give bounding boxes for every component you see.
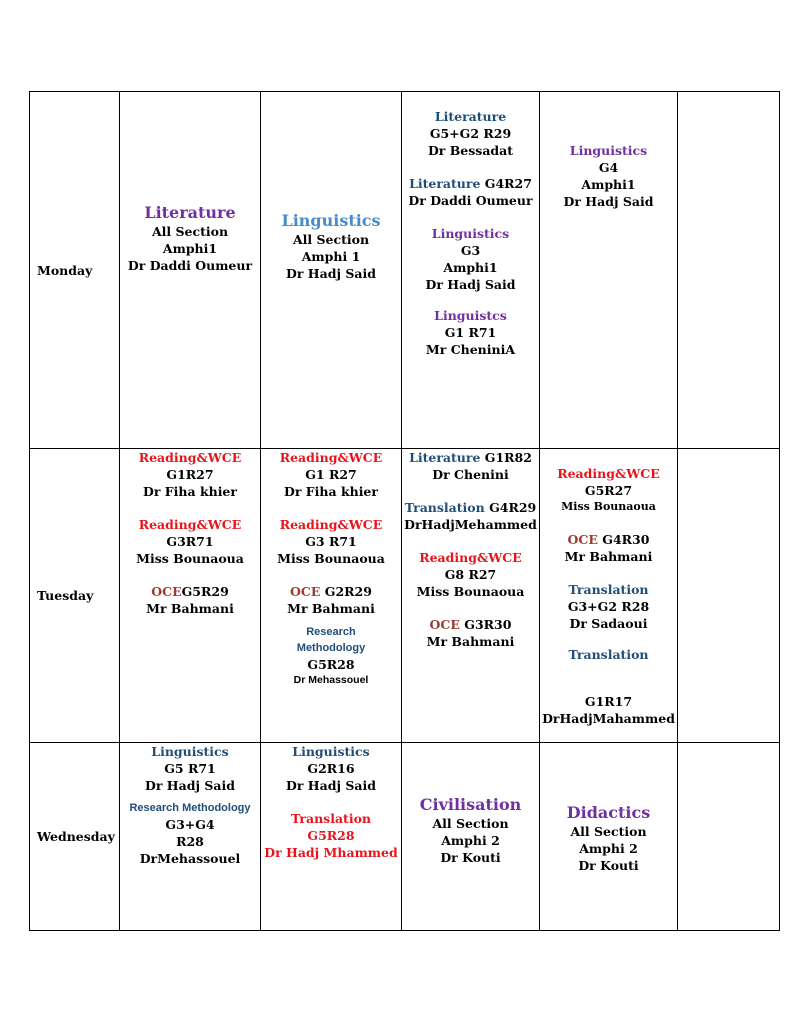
subject-label: Methodology bbox=[296, 642, 366, 654]
subject-label: Research Methodology bbox=[129, 802, 251, 814]
subject-label: Didactics bbox=[566, 803, 651, 822]
subject-label: Reading&WCE bbox=[138, 450, 242, 465]
subject-label: Linguistcs bbox=[434, 308, 507, 323]
session-block bbox=[261, 743, 401, 794]
teacher-label: Mr CheniniA bbox=[425, 342, 516, 357]
subject-label: Literature bbox=[144, 203, 236, 222]
teacher-label: Dr Mehassouel bbox=[293, 674, 369, 686]
subject-label: Reading&WCE bbox=[279, 450, 383, 465]
cell-tue-1 bbox=[120, 449, 261, 743]
session-block bbox=[402, 549, 539, 600]
cell-tue-4 bbox=[540, 449, 678, 743]
session-block bbox=[540, 581, 677, 632]
day-label-wednesday: Wednesday bbox=[30, 743, 120, 931]
session-block bbox=[261, 810, 401, 861]
subject-label: Linguistics bbox=[292, 744, 370, 759]
room-label: G5R27 bbox=[584, 483, 633, 498]
session-block bbox=[120, 800, 260, 867]
timetable bbox=[29, 91, 780, 931]
session-block bbox=[540, 465, 677, 515]
subject-label: Translation bbox=[568, 582, 649, 597]
group-label: All Section bbox=[151, 224, 229, 239]
teacher-label: Dr Bessadat bbox=[427, 143, 514, 158]
room-label: G5R29 bbox=[181, 584, 229, 599]
cell-tue-5 bbox=[678, 449, 780, 743]
group-label: All Section bbox=[570, 824, 647, 839]
room-label: G2R16 bbox=[307, 761, 355, 776]
teacher-label: Dr Sadaoui bbox=[569, 616, 648, 631]
subject-label: Literature bbox=[434, 109, 507, 124]
subject-label: Linguistics bbox=[281, 211, 381, 230]
teacher-label: Miss Bounaoua bbox=[416, 584, 525, 599]
room-label: G1R27 bbox=[166, 467, 214, 482]
room-label: G5R28 bbox=[307, 657, 355, 672]
room-label: Amphi 2 bbox=[441, 833, 500, 848]
day-label-monday: Monday bbox=[30, 92, 120, 449]
teacher-label: Dr Kouti bbox=[440, 850, 501, 865]
cell-mon-1 bbox=[120, 92, 261, 449]
subject-label: OCE bbox=[151, 584, 182, 599]
row-monday bbox=[30, 92, 780, 449]
session-block bbox=[120, 743, 260, 794]
cell-mon-3 bbox=[402, 92, 540, 449]
cell-tue-3 bbox=[402, 449, 540, 743]
subject-label: Translation bbox=[291, 811, 371, 826]
room-label: G1R17 bbox=[584, 694, 633, 709]
session-block bbox=[402, 175, 539, 209]
room-label: G4R29 bbox=[484, 500, 537, 515]
teacher-label: Miss Bounaoua bbox=[277, 551, 385, 566]
session-block bbox=[261, 583, 401, 617]
room-label: G5+G2 R29 bbox=[429, 126, 512, 141]
cell-wed-5 bbox=[678, 743, 780, 931]
group-label: G4 bbox=[598, 160, 619, 175]
room-label: Amphi1 bbox=[162, 241, 218, 256]
row-wednesday bbox=[30, 743, 780, 931]
room-label: G5 R71 bbox=[164, 761, 216, 776]
session-block bbox=[120, 449, 260, 500]
subject-label: Reading&WCE bbox=[138, 517, 242, 532]
cell-wed-2 bbox=[261, 743, 402, 931]
teacher-label: Dr Hadj Said bbox=[286, 778, 376, 793]
room-label: Amphi1 bbox=[581, 177, 636, 192]
session-block bbox=[402, 449, 539, 483]
teacher-label: Dr Fiha khier bbox=[284, 484, 378, 499]
session-block bbox=[402, 225, 539, 293]
session-block bbox=[261, 516, 401, 567]
teacher-label: DrHadjMehammed bbox=[404, 517, 537, 532]
teacher-label: Dr Chenini bbox=[432, 467, 509, 482]
room-label: G5R28 bbox=[307, 828, 355, 843]
teacher-label: Mr Bahmani bbox=[287, 601, 375, 616]
teacher-label: Dr Kouti bbox=[578, 858, 639, 873]
subject-label: Reading&WCE bbox=[557, 466, 660, 481]
group-label: All Section bbox=[292, 232, 370, 247]
room-label: G3R71 bbox=[166, 534, 214, 549]
room-label: Amphi 1 bbox=[301, 249, 361, 264]
cell-mon-5 bbox=[678, 92, 780, 449]
room-label: G8 R27 bbox=[444, 567, 497, 582]
room-label: G4R30 bbox=[597, 532, 650, 547]
group-label: G3 bbox=[460, 243, 481, 258]
cell-mon-2 bbox=[261, 92, 402, 449]
subject-label: Civilisation bbox=[419, 795, 522, 814]
subject-label: Literature bbox=[409, 176, 481, 191]
teacher-label: Dr Hadj Said bbox=[286, 266, 376, 281]
subject-label: OCE bbox=[429, 617, 460, 632]
subject-label: Linguistics bbox=[151, 744, 229, 759]
room-label: G1 R27 bbox=[305, 467, 357, 482]
teacher-label: Dr Hadj Said bbox=[425, 277, 516, 292]
cell-wed-3 bbox=[402, 743, 540, 931]
subject-label: Research bbox=[306, 626, 356, 638]
group-label: All Section bbox=[432, 816, 509, 831]
room-label: Amphi 2 bbox=[579, 841, 638, 856]
teacher-label: Dr Daddi Oumeur bbox=[408, 193, 533, 208]
session-block bbox=[261, 449, 401, 500]
subject-label: Linguistics bbox=[569, 143, 648, 158]
teacher-label: Dr Hadj Said bbox=[145, 778, 235, 793]
session-block bbox=[402, 307, 539, 358]
subject-label: Reading&WCE bbox=[419, 550, 522, 565]
group-label: G3+G4 bbox=[165, 817, 215, 832]
session-block bbox=[402, 616, 539, 650]
session-block bbox=[540, 646, 677, 727]
room-label: G4R27 bbox=[480, 176, 532, 191]
teacher-label: DrMehassouel bbox=[139, 851, 241, 866]
room-label: G1R82 bbox=[480, 450, 532, 465]
teacher-label: DrHadjMahammed bbox=[542, 711, 675, 726]
teacher-label: Dr Fiha khier bbox=[143, 484, 237, 499]
teacher-label: Dr Hadj Mhammed bbox=[264, 845, 398, 860]
cell-mon-4 bbox=[540, 92, 678, 449]
session-block bbox=[540, 531, 677, 565]
subject-label: OCE bbox=[290, 584, 321, 599]
subject-label: Translation bbox=[404, 500, 485, 515]
session-block bbox=[120, 583, 260, 617]
room-label: G1 R71 bbox=[444, 325, 497, 340]
subject-label: Reading&WCE bbox=[279, 517, 383, 532]
teacher-label: Miss Bounaoua bbox=[136, 551, 244, 566]
room-label: G2R29 bbox=[320, 584, 372, 599]
cell-tue-2 bbox=[261, 449, 402, 743]
room-label: G3 R71 bbox=[305, 534, 357, 549]
session-block bbox=[261, 624, 401, 688]
room-label: G3R30 bbox=[459, 617, 512, 632]
teacher-label: Dr Daddi Oumeur bbox=[127, 258, 253, 273]
session-block bbox=[402, 499, 539, 533]
room-label: R28 bbox=[176, 834, 204, 849]
teacher-label: Mr Bahmani bbox=[146, 601, 234, 616]
room-label: G3+G2 R28 bbox=[567, 599, 650, 614]
teacher-label: Mr Bahmani bbox=[426, 634, 515, 649]
teacher-label: Dr Hadj Said bbox=[563, 194, 654, 209]
teacher-label: Mr Bahmani bbox=[564, 549, 653, 564]
room-label: Amphi1 bbox=[443, 260, 498, 275]
subject-label: OCE bbox=[567, 532, 598, 547]
teacher-label: Miss Bounaoua bbox=[561, 500, 656, 513]
subject-label: Linguistics bbox=[431, 226, 510, 241]
cell-wed-4 bbox=[540, 743, 678, 931]
cell-wed-1 bbox=[120, 743, 261, 931]
subject-label: Translation bbox=[568, 647, 649, 662]
session-block bbox=[402, 108, 539, 159]
day-label-tuesday: Tuesday bbox=[30, 449, 120, 743]
row-tuesday bbox=[30, 449, 780, 743]
session-block bbox=[120, 516, 260, 567]
subject-label: Literature bbox=[409, 450, 481, 465]
